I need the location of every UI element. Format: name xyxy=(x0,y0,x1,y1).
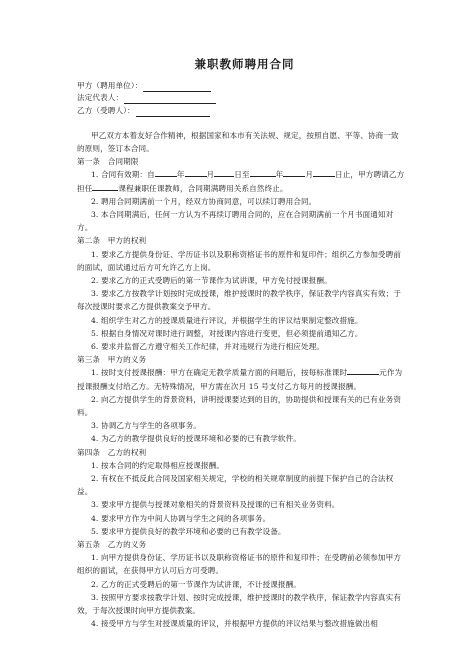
legal-rep-label: 法定代表人： xyxy=(77,93,124,102)
legal-rep-blank xyxy=(124,95,216,104)
fill-in-blank xyxy=(283,169,305,177)
clause-paragraph: 1. 向甲方提供身份证、学历证书以及职称资格证书的原件和复印件；在受聘前必须参加甲方组织的面试，在获得甲方认可后方可受聘。 xyxy=(77,553,402,576)
document-title: 兼职教师聘用合同 xyxy=(194,57,295,71)
spacer xyxy=(77,117,406,129)
clause-paragraph: 4. 要求甲方作为中间人协调与学生之间的各项事务。 xyxy=(91,513,271,523)
section-heading: 第一条 合同期限 xyxy=(77,157,139,167)
fill-in-blank xyxy=(214,169,234,177)
party-a-blank xyxy=(143,83,211,92)
clause-paragraph: 3. 协调乙方与学生的各项事务。 xyxy=(91,421,201,431)
clause-paragraph: 2. 有权在不抵反此合同及国家相关规定，学校的相关规章制度的前提下保护自己的合法权益。 xyxy=(77,473,394,497)
party-b-label: 乙方（受聘人）： xyxy=(77,105,135,115)
clause-paragraph: 3. 本合同期满后，任何一方认为不再续订聘用合同的，应在合同期满前一个月书面通知对方。 xyxy=(77,209,394,233)
party-a-field xyxy=(77,79,406,92)
clause-paragraph: 4. 为乙方的教学提供良好的授课环境和必要的已有教学软件。 xyxy=(91,434,301,444)
contract-sections xyxy=(77,155,406,630)
clause-text: 年 xyxy=(275,170,284,180)
fill-in-blank xyxy=(313,169,335,177)
clause-paragraph: 1. 按本合同的约定取得相应授课报酬。 xyxy=(91,460,225,470)
clause-text: 月 xyxy=(206,170,215,180)
clause-paragraph: 3. 按照甲方要求按教学计划、按时完成授课，维护授课时的教学秩序，保证教学内容真实有效，于每次授课时向甲方提供教案。 xyxy=(77,592,402,616)
clause-text: 月 xyxy=(305,170,314,180)
clause-paragraph: 2. 聘用合同期满前一个月，经双方协商同意，可以续订聘用合同。 xyxy=(91,196,317,206)
party-a-label: 甲方（聘用单位）： xyxy=(77,80,143,90)
fill-in-blank xyxy=(250,169,276,177)
section-heading: 第二条 甲方的权利 xyxy=(77,236,147,246)
clause-paragraph: 2. 向乙方提供学生的背景资料，讲明授课要达到的目的，协助提供和授课有关的已有业务资料。 xyxy=(77,394,402,417)
section-heading: 第四条 乙方的权利 xyxy=(77,447,147,457)
clause-text: 元作为授课报酬支付给乙方。无特殊情况，甲方需在次月 15 号支付乙方每月的授课报酬。 xyxy=(77,368,403,391)
clause-paragraph xyxy=(77,366,406,392)
fill-in-blank xyxy=(155,169,177,177)
clause-paragraph: 2. 要求乙方的正式受聘后的第一节课作为试讲课，甲方免付授课报酬。 xyxy=(91,275,332,285)
clause-text: 日至 xyxy=(234,170,250,180)
legal-rep-field xyxy=(77,92,406,105)
clause-paragraph: 5. 根据自身情况对课时进行调整，对授课内容进行变更，但必须提前通知乙方。 xyxy=(91,328,363,338)
clause-text: 年 xyxy=(176,170,185,180)
clause-text: 1. 按时支付授课报酬：甲方在确定无教学质量方面的问题后，按每标准课时 xyxy=(91,368,348,378)
clause-paragraph: 4. 接受甲方与学生对授课质量的评议，并根据甲方提供的评议结果与整改措施做出相 xyxy=(91,619,378,629)
clause-paragraph: 6. 要求并监督乙方遵守相关工作纪律，并对违规行为进行相应处理。 xyxy=(91,341,325,351)
clause-paragraph: 4. 组织学生对乙方的授课质量进行评议，并根据学生的评议结果制定整改措施。 xyxy=(91,315,363,325)
fill-in-blank xyxy=(92,183,118,191)
clause-paragraph: 1. 要求乙方提供身份证、学历证书以及职称资格证书的原件和复印件；组织乙方参加受聘前的面试，面试通过后方可允许乙方上岗。 xyxy=(77,249,402,272)
clause-text: 课程兼职任课教师，合同期满聘用关系自然终止。 xyxy=(118,183,288,193)
fill-in-blank xyxy=(185,169,207,177)
section-heading: 第三条 甲方的义务 xyxy=(77,355,147,365)
party-b-blank xyxy=(136,108,210,117)
party-b-field xyxy=(77,104,406,117)
clause-paragraph: 3. 要求乙方按教学计划按时完成授课，维护授课时的教学秩序，保证教学内容真实有效；于每次授课时要求乙方提供教案交予甲方。 xyxy=(77,289,402,312)
fill-in-blank xyxy=(347,367,379,375)
clause-paragraph: 3. 要求甲方提供与授课对象相关的背景资料及授课的已有相关业务资料。 xyxy=(91,500,340,510)
clause-text: 日止，甲方聘请乙方担任 xyxy=(77,170,405,193)
intro-paragraph: 甲乙双方本着友好合作精神，根据国家和本市有关法规、规定，按照自愿、平等、协商一致的原则，签订本合同。 xyxy=(77,130,399,153)
clause-paragraph: 2. 乙方的正式受聘后的第一节课作为试讲课，不计授课报酬。 xyxy=(91,579,301,589)
clause-text: 1. 合同有效期：自 xyxy=(91,170,155,180)
clause-paragraph: 5. 要求甲方提供良好的教学环境和必要的已有教学设备。 xyxy=(91,526,286,536)
section-heading: 第五条 乙方的义务 xyxy=(77,540,147,549)
clause-paragraph xyxy=(77,168,406,194)
